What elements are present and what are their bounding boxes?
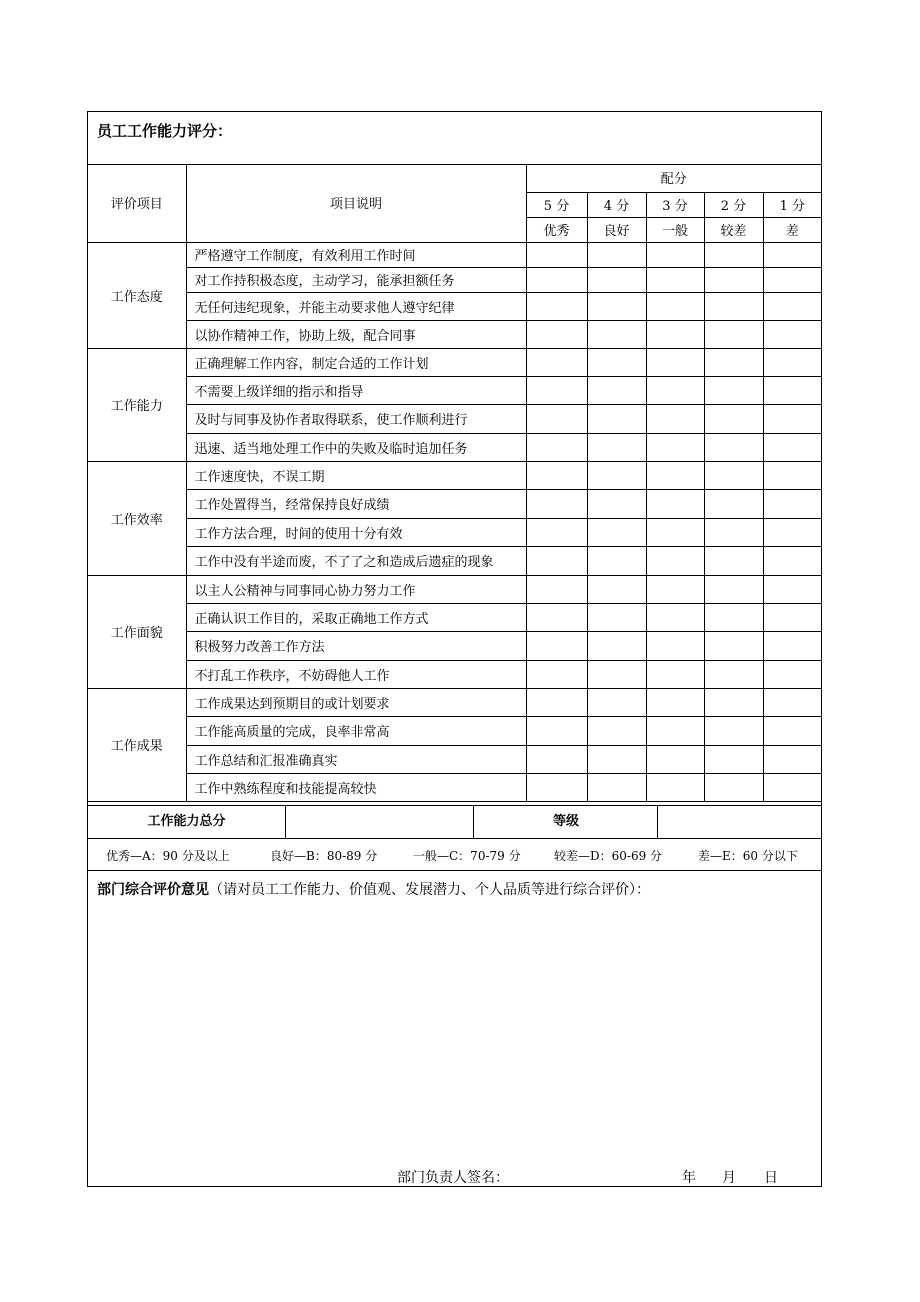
score-cell[interactable] [526,745,587,773]
score-table [88,164,821,802]
score-cell[interactable] [704,348,763,376]
header-level: 较差 [704,217,763,242]
score-cell[interactable] [526,348,587,376]
item-description: 以主人公精神与同事同心协力努力工作 [186,575,526,603]
score-cell[interactable] [646,433,704,461]
score-cell[interactable] [587,404,646,433]
score-cell[interactable] [587,603,646,631]
item-description: 工作中熟练程度和技能提高较快 [186,773,526,801]
score-cell[interactable] [587,631,646,660]
header-desc: 项目说明 [186,164,526,242]
item-description: 严格遵守工作制度，有效利用工作时间 [186,242,526,267]
item-description: 积极努力改善工作方法 [186,631,526,660]
item-description: 工作方法合理，时间的使用十分有效 [186,518,526,546]
score-cell[interactable] [587,292,646,320]
score-cell[interactable] [763,745,821,773]
score-cell[interactable] [763,688,821,716]
score-cell[interactable] [526,773,587,801]
item-description: 工作处置得当，经常保持良好成绩 [186,489,526,518]
opinion-label: 部门综合评价意见 [97,882,209,898]
score-cell[interactable] [646,461,704,489]
table-row [88,518,821,546]
score-cell[interactable] [526,242,587,267]
score-cell[interactable] [587,745,646,773]
score-cell[interactable] [704,631,763,660]
grade-scale [88,838,821,870]
item-description: 工作中没有半途而废，不了了之和造成后遗症的现象 [186,546,526,575]
score-cell[interactable] [763,773,821,801]
score-cell[interactable] [587,242,646,267]
table-row [88,320,821,348]
score-cell[interactable] [526,320,587,348]
opinion-title [97,879,650,899]
score-cell[interactable] [646,745,704,773]
header-level: 差 [763,217,821,242]
table-row [88,242,821,267]
score-cell[interactable] [526,660,587,688]
score-cell[interactable] [526,546,587,575]
table-row [88,660,821,688]
score-cell[interactable] [763,461,821,489]
item-description: 工作速度快，不误工期 [186,461,526,489]
score-cell[interactable] [763,292,821,320]
score-cell[interactable] [587,376,646,404]
score-cell[interactable] [704,489,763,518]
score-cell[interactable] [704,267,763,292]
evaluation-form [87,111,822,1187]
grade-label: 等级 [473,806,658,838]
score-cell[interactable] [704,320,763,348]
score-cell[interactable] [526,518,587,546]
score-cell[interactable] [587,716,646,745]
header-score: 4 分 [587,192,646,217]
grade-d: 较差—D：60-69 分 [554,849,663,863]
score-cell[interactable] [646,292,704,320]
opinion-hint: （请对员工工作能力、价值观、发展潜力、个人品质等进行综合评价）： [209,882,650,898]
score-cell[interactable] [646,376,704,404]
score-cell[interactable] [704,603,763,631]
category-name: 工作成果 [88,688,186,801]
header-score: 2 分 [704,192,763,217]
score-cell[interactable] [526,267,587,292]
date-day: 日 [764,1170,778,1186]
table-row [88,603,821,631]
item-description: 工作总结和汇报准确真实 [186,745,526,773]
item-description: 无任何违纪现象，并能主动要求他人遵守纪律 [186,292,526,320]
table-row [88,575,821,603]
score-cell[interactable] [646,404,704,433]
form-title: 员工工作能力评分： [97,122,233,140]
table-row [88,688,821,716]
header-score: 3 分 [646,192,704,217]
score-cell[interactable] [646,320,704,348]
score-cell[interactable] [587,773,646,801]
signer-label: 部门负责人签名： [397,1170,509,1186]
score-cell[interactable] [526,489,587,518]
item-description: 不需要上级详细的指示和指导 [186,376,526,404]
category-name: 工作面貌 [88,575,186,688]
item-description: 迅速、适当地处理工作中的失败及临时追加任务 [186,433,526,461]
header-score: 1 分 [763,192,821,217]
score-cell[interactable] [704,404,763,433]
score-cell[interactable] [763,631,821,660]
header-level: 良好 [587,217,646,242]
score-cell[interactable] [646,489,704,518]
score-cell[interactable] [763,404,821,433]
score-cell[interactable] [587,660,646,688]
table-row [88,716,821,745]
category-name: 工作态度 [88,242,186,348]
grade-field[interactable] [657,806,822,838]
score-cell[interactable] [526,404,587,433]
score-cell[interactable] [646,603,704,631]
score-cell[interactable] [704,433,763,461]
score-cell[interactable] [763,603,821,631]
category-name: 工作能力 [88,348,186,461]
score-cell[interactable] [646,348,704,376]
score-cell[interactable] [704,546,763,575]
table-row [88,489,821,518]
score-cell[interactable] [526,433,587,461]
score-cell[interactable] [704,292,763,320]
opinion-section[interactable] [88,870,821,1187]
score-cell[interactable] [763,320,821,348]
score-cell[interactable] [526,603,587,631]
score-cell[interactable] [587,433,646,461]
header-score-group: 配分 [526,164,821,192]
grade-b: 良好—B：80-89 分 [270,849,378,863]
score-cell[interactable] [763,267,821,292]
score-cell[interactable] [526,376,587,404]
score-cell[interactable] [526,575,587,603]
score-cell[interactable] [646,267,704,292]
score-cell[interactable] [704,773,763,801]
header-level: 优秀 [526,217,587,242]
item-description: 以协作精神工作，协助上级，配合同事 [186,320,526,348]
table-row [88,433,821,461]
score-cell[interactable] [587,546,646,575]
score-cell[interactable] [646,242,704,267]
score-cell[interactable] [526,631,587,660]
score-cell[interactable] [526,292,587,320]
score-cell[interactable] [587,575,646,603]
score-cell[interactable] [763,489,821,518]
table-row [88,404,821,433]
score-cell[interactable] [763,660,821,688]
score-cell[interactable] [704,518,763,546]
total-score-field[interactable] [285,806,474,838]
score-cell[interactable] [763,716,821,745]
score-cell[interactable] [646,575,704,603]
score-cell[interactable] [526,716,587,745]
score-cell[interactable] [526,461,587,489]
table-row [88,745,821,773]
table-row [88,546,821,575]
score-cell[interactable] [704,376,763,404]
score-cell[interactable] [587,518,646,546]
score-cell[interactable] [646,716,704,745]
score-cell[interactable] [763,433,821,461]
item-description: 正确认识工作目的，采取正确地工作方式 [186,603,526,631]
grade-a: 优秀—A：90 分及以上 [106,849,230,863]
date-month: 月 [722,1170,736,1186]
table-row [88,292,821,320]
grade-e: 差—E：60 分以下 [698,849,798,863]
header-score: 5 分 [526,192,587,217]
score-cell[interactable] [646,773,704,801]
score-cell[interactable] [587,688,646,716]
score-cell[interactable] [763,376,821,404]
score-cell[interactable] [704,461,763,489]
score-cell[interactable] [704,688,763,716]
score-cell[interactable] [646,631,704,660]
score-cell[interactable] [763,518,821,546]
item-description: 工作成果达到预期目的或计划要求 [186,688,526,716]
item-description: 正确理解工作内容，制定合适的工作计划 [186,348,526,376]
score-cell[interactable] [704,716,763,745]
title-box [88,112,821,165]
table-row [88,267,821,292]
date-year: 年 [682,1170,696,1186]
score-cell[interactable] [704,575,763,603]
table-row [88,348,821,376]
header-item: 评价项目 [88,164,186,242]
score-cell[interactable] [704,242,763,267]
table-row [88,773,821,801]
table-row [88,631,821,660]
grade-c: 一般—C：70-79 分 [413,849,521,863]
score-cell[interactable] [646,518,704,546]
total-label: 工作能力总分 [147,814,226,829]
score-cell[interactable] [646,660,704,688]
score-cell[interactable] [587,320,646,348]
item-description: 不打乱工作秩序，不妨碍他人工作 [186,660,526,688]
table-row [88,461,821,489]
score-cell[interactable] [587,489,646,518]
score-cell[interactable] [704,745,763,773]
score-cell[interactable] [763,575,821,603]
item-description: 及时与同事及协作者取得联系，使工作顺利进行 [186,404,526,433]
category-name: 工作效率 [88,461,186,575]
total-row [88,805,821,839]
score-cell[interactable] [704,660,763,688]
score-cell[interactable] [587,348,646,376]
score-cell[interactable] [526,688,587,716]
item-description: 对工作持积极态度，主动学习，能承担额任务 [186,267,526,292]
score-cell[interactable] [587,267,646,292]
score-cell[interactable] [763,242,821,267]
header-level: 一般 [646,217,704,242]
score-cell[interactable] [646,546,704,575]
score-cell[interactable] [646,688,704,716]
item-description: 工作能高质量的完成，良率非常高 [186,716,526,745]
table-row [88,376,821,404]
score-cell[interactable] [763,546,821,575]
score-cell[interactable] [587,461,646,489]
score-cell[interactable] [763,348,821,376]
